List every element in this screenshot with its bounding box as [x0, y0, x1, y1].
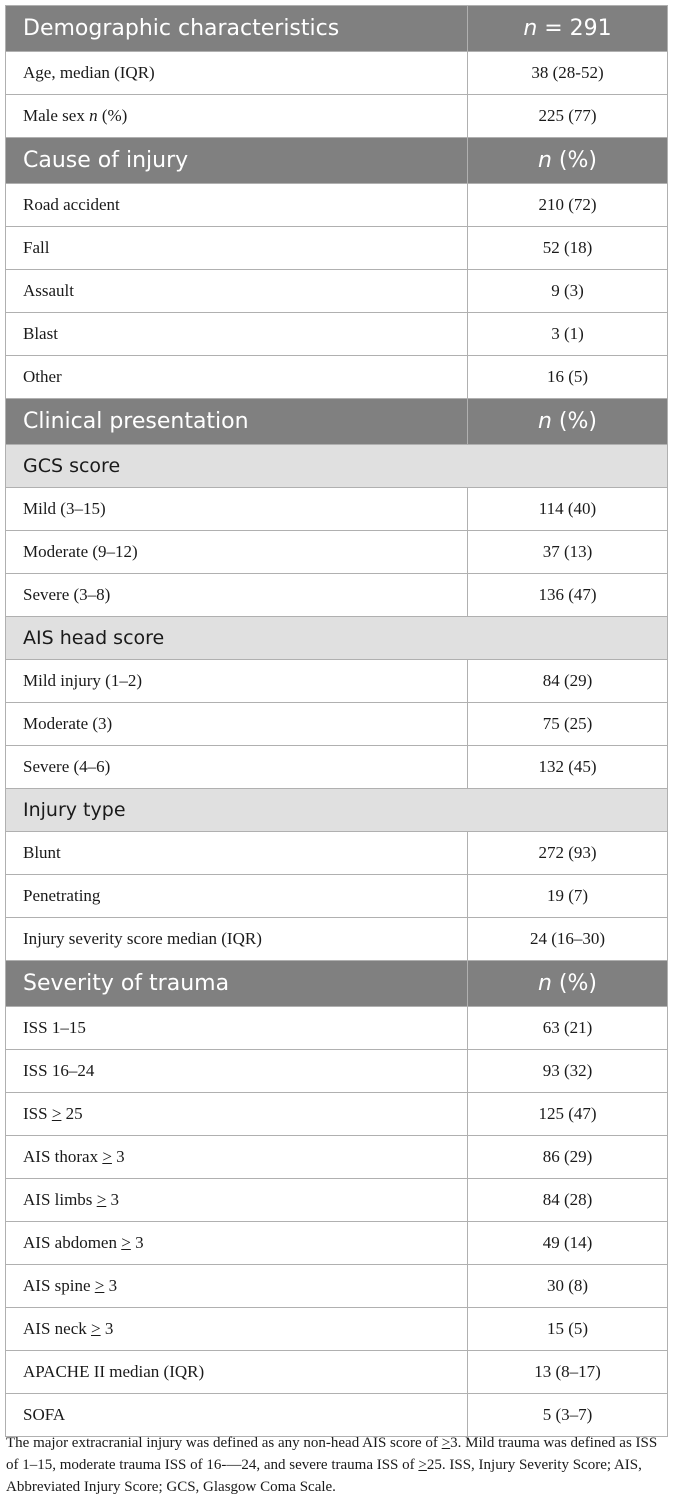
row-label — [6, 1265, 468, 1308]
table-row — [6, 703, 668, 746]
section-header-clinical — [6, 399, 668, 445]
row-label: Assault — [6, 270, 468, 313]
row-label: Blunt — [6, 832, 468, 875]
row-value: 49 (14) — [468, 1222, 668, 1265]
table-row — [6, 1093, 668, 1136]
n-symbol: n — [537, 971, 552, 996]
table-row — [6, 270, 668, 313]
subsection-label: AIS head score — [6, 617, 668, 660]
row-label: Blast — [6, 313, 468, 356]
table-row — [6, 531, 668, 574]
row-value: 24 (16–30) — [468, 918, 668, 961]
table-row — [6, 52, 668, 95]
table-row — [6, 1394, 668, 1437]
row-label: Injury severity score median (IQR) — [6, 918, 468, 961]
row-label-part: 3 — [130, 1233, 144, 1252]
table-row — [6, 313, 668, 356]
row-label-part: AIS neck — [23, 1319, 91, 1338]
section-header-value — [468, 399, 668, 445]
footnote-text: 3. Mild trauma was defined as ISS of 1–15, moderate trauma ISS of 16-—24, and severe trauma ISS of — [6, 1435, 658, 1473]
row-label-part: Male sex — [23, 106, 90, 125]
row-value: 272 (93) — [468, 832, 668, 875]
table-row — [6, 746, 668, 789]
footnote-text: The major extracranial injury was defined as any non-head AIS score of — [6, 1435, 442, 1451]
row-label-part: 25 — [61, 1104, 83, 1123]
row-label-part: 3 — [111, 1147, 125, 1166]
row-value: 16 (5) — [468, 356, 668, 399]
gte-symbol: > — [102, 1147, 112, 1166]
table-row — [6, 1179, 668, 1222]
row-value: 5 (3–7) — [468, 1394, 668, 1437]
row-label-part: AIS spine — [23, 1276, 95, 1295]
section-header-label: Severity of trauma — [6, 961, 468, 1007]
row-value: 15 (5) — [468, 1308, 668, 1351]
row-label: Mild injury (1–2) — [6, 660, 468, 703]
table-row — [6, 1351, 668, 1394]
table-row — [6, 1050, 668, 1093]
row-label-part: 3 — [100, 1319, 114, 1338]
table-row — [6, 1136, 668, 1179]
n-symbol: n — [537, 148, 552, 173]
percent-label: (%) — [551, 971, 598, 996]
n-symbol: n — [89, 106, 98, 125]
table-row — [6, 488, 668, 531]
subsection-header-gcs — [6, 445, 668, 488]
table-row — [6, 574, 668, 617]
gte-symbol: > — [121, 1233, 131, 1252]
row-value: 136 (47) — [468, 574, 668, 617]
gte-symbol: > — [90, 1319, 101, 1338]
row-value: 86 (29) — [468, 1136, 668, 1179]
n-symbol: n — [537, 409, 552, 434]
row-label: Fall — [6, 227, 468, 270]
row-value: 114 (40) — [468, 488, 668, 531]
row-value: 19 (7) — [468, 875, 668, 918]
table-row — [6, 832, 668, 875]
row-value: 125 (47) — [468, 1093, 668, 1136]
section-header-value — [468, 6, 668, 52]
table-row — [6, 356, 668, 399]
n-symbol: n — [523, 16, 538, 41]
footnote-text: 25. ISS, Injury Severity Score; AIS, Abbreviated Injury Score; GCS, Glasgow Coma Scale. — [6, 1457, 642, 1495]
table-row — [6, 1308, 668, 1351]
table-row — [6, 1007, 668, 1050]
row-label: Penetrating — [6, 875, 468, 918]
table-row — [6, 184, 668, 227]
table-row — [6, 875, 668, 918]
row-label-part: 3 — [106, 1190, 120, 1209]
table-row — [6, 95, 668, 138]
row-label: SOFA — [6, 1394, 468, 1437]
subsection-label: GCS score — [6, 445, 668, 488]
row-value: 210 (72) — [468, 184, 668, 227]
row-label: Road accident — [6, 184, 468, 227]
row-label — [6, 1308, 468, 1351]
row-label — [6, 1136, 468, 1179]
row-label: ISS 1–15 — [6, 1007, 468, 1050]
row-label — [6, 95, 468, 138]
row-value: 84 (28) — [468, 1179, 668, 1222]
row-label: APACHE II median (IQR) — [6, 1351, 468, 1394]
section-header-label: Clinical presentation — [6, 399, 468, 445]
gte-symbol: > — [51, 1104, 62, 1123]
gte-symbol: > — [94, 1276, 105, 1295]
row-value: 3 (1) — [468, 313, 668, 356]
row-label — [6, 1093, 468, 1136]
subsection-header-injury-type — [6, 789, 668, 832]
row-label-part: ISS — [23, 1104, 52, 1123]
section-header-value — [468, 138, 668, 184]
row-value: 52 (18) — [468, 227, 668, 270]
row-label: Moderate (3) — [6, 703, 468, 746]
row-label-part: AIS limbs — [23, 1190, 97, 1209]
gte-symbol: > — [418, 1457, 427, 1473]
row-label-part: AIS thorax — [23, 1147, 103, 1166]
row-value: 13 (8–17) — [468, 1351, 668, 1394]
row-label: Severe (3–8) — [6, 574, 468, 617]
row-label — [6, 1179, 468, 1222]
row-value: 84 (29) — [468, 660, 668, 703]
section-header-value — [468, 961, 668, 1007]
subsection-label: Injury type — [6, 789, 668, 832]
table-row — [6, 660, 668, 703]
row-label-part: AIS abdomen — [23, 1233, 122, 1252]
section-header-severity — [6, 961, 668, 1007]
row-value: 38 (28-52) — [468, 52, 668, 95]
row-label: Other — [6, 356, 468, 399]
table-row — [6, 1222, 668, 1265]
row-label: Moderate (9–12) — [6, 531, 468, 574]
section-header-label: Cause of injury — [6, 138, 468, 184]
row-label: Age, median (IQR) — [6, 52, 468, 95]
table-row — [6, 1265, 668, 1308]
table-footnote — [6, 1432, 668, 1498]
table-row — [6, 227, 668, 270]
row-label: ISS 16–24 — [6, 1050, 468, 1093]
subsection-header-ais-head — [6, 617, 668, 660]
row-label: Mild (3–15) — [6, 488, 468, 531]
row-label: Severe (4–6) — [6, 746, 468, 789]
demographics-table — [5, 5, 668, 1437]
n-count: = 291 — [537, 16, 612, 41]
section-header-label: Demographic characteristics — [6, 6, 468, 52]
row-value: 30 (8) — [468, 1265, 668, 1308]
row-value: 132 (45) — [468, 746, 668, 789]
gte-symbol: > — [441, 1435, 451, 1451]
row-value: 93 (32) — [468, 1050, 668, 1093]
section-header-demographics — [6, 6, 668, 52]
row-value: 75 (25) — [468, 703, 668, 746]
row-value: 63 (21) — [468, 1007, 668, 1050]
row-label-part: 3 — [104, 1276, 118, 1295]
gte-symbol: > — [96, 1190, 107, 1209]
row-label-part: (%) — [97, 106, 128, 125]
section-header-cause — [6, 138, 668, 184]
row-value: 9 (3) — [468, 270, 668, 313]
row-value: 37 (13) — [468, 531, 668, 574]
table-row — [6, 918, 668, 961]
percent-label: (%) — [551, 148, 598, 173]
percent-label: (%) — [551, 409, 598, 434]
row-value: 225 (77) — [468, 95, 668, 138]
row-label — [6, 1222, 468, 1265]
